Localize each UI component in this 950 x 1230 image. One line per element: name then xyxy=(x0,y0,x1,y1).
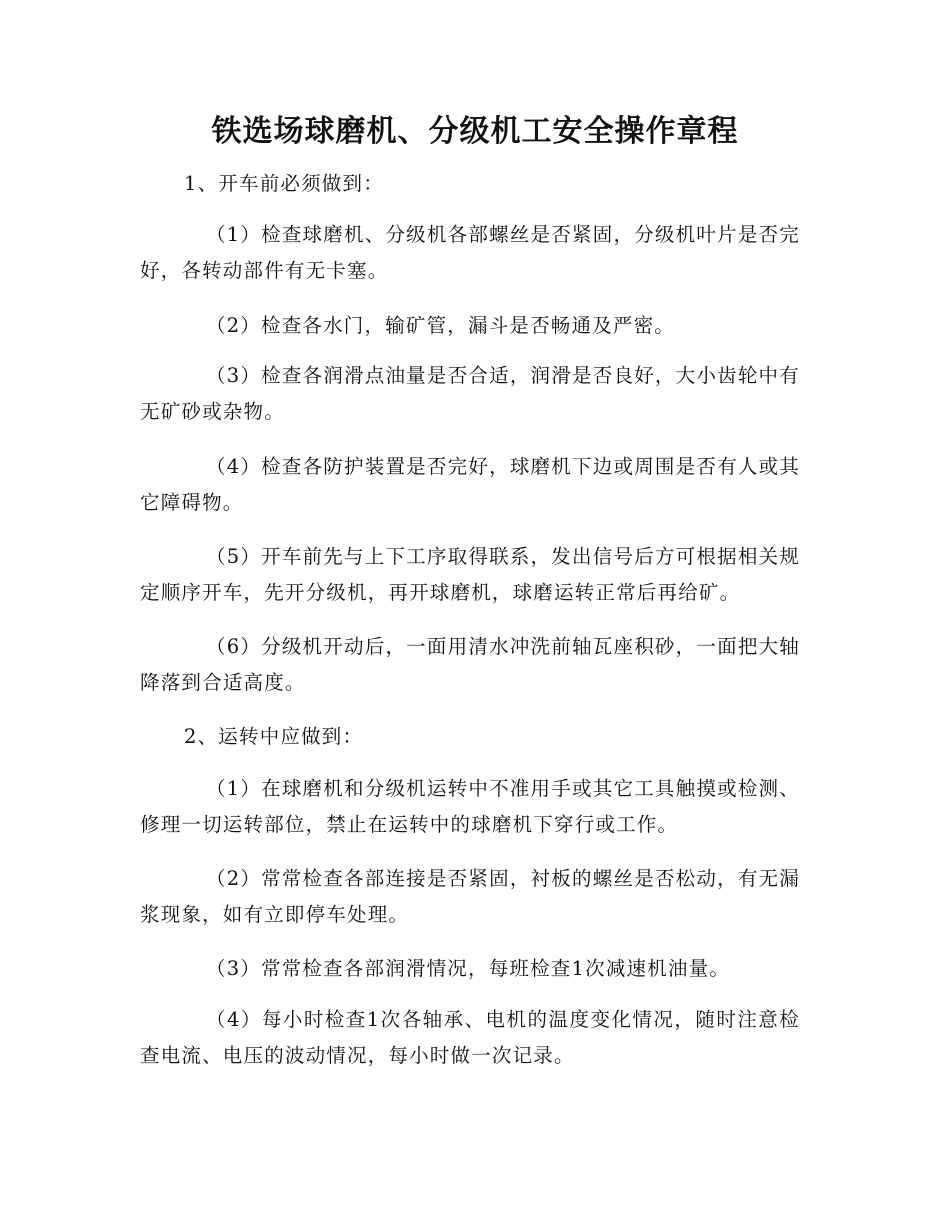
section1-item-1: （1）检查球磨机、分级机各部螺丝是否紧固，分级机叶片是否完好，各转动部件有无卡塞。 xyxy=(140,223,800,282)
section2-item-3: （3）常常检查各部润滑情况，每班检查1次减速机油量。 xyxy=(206,957,731,980)
section1-item-6: （6）分级机开动后，一面用清水冲洗前轴瓦座积砂，一面把大轴降落到合适高度。 xyxy=(140,635,800,694)
section-heading-1: 1、开车前必须做到： xyxy=(184,172,384,195)
section2-item-4: （4）每小时检查1次各轴承、电机的温度变化情况，随时注意检查电流、电压的波动情况，每小时做一次记录。 xyxy=(140,1008,800,1067)
section1-item-4: （4）检查各防护装置是否完好，球磨机下边或周围是否有人或其它障碍物。 xyxy=(140,455,800,514)
section-heading-2: 2、运转中应做到： xyxy=(184,725,364,748)
section2-item-1: （1）在球磨机和分级机运转中不准用手或其它工具触摸或检测、修理一切运转部位，禁止在运转中的球磨机下穿行或工作。 xyxy=(140,777,800,836)
document-title: 铁选场球磨机、分级机工安全操作章程 xyxy=(211,114,739,149)
section1-item-5: （5）开车前先与上下工序取得联系，发出信号后方可根据相关规定顺序开车，先开分级机，再开球磨机，球磨运转正常后再给矿。 xyxy=(140,545,800,604)
section1-item-2: （2）检查各水门，输矿管，漏斗是否畅通及严密。 xyxy=(206,314,676,337)
section2-item-2: （2）常常检查各部连接是否紧固，衬板的螺丝是否松动，有无漏浆现象，如有立即停车处理。 xyxy=(140,867,800,926)
section1-item-3: （3）检查各润滑点油量是否合适，润滑是否良好，大小齿轮中有无矿砂或杂物。 xyxy=(140,364,800,423)
